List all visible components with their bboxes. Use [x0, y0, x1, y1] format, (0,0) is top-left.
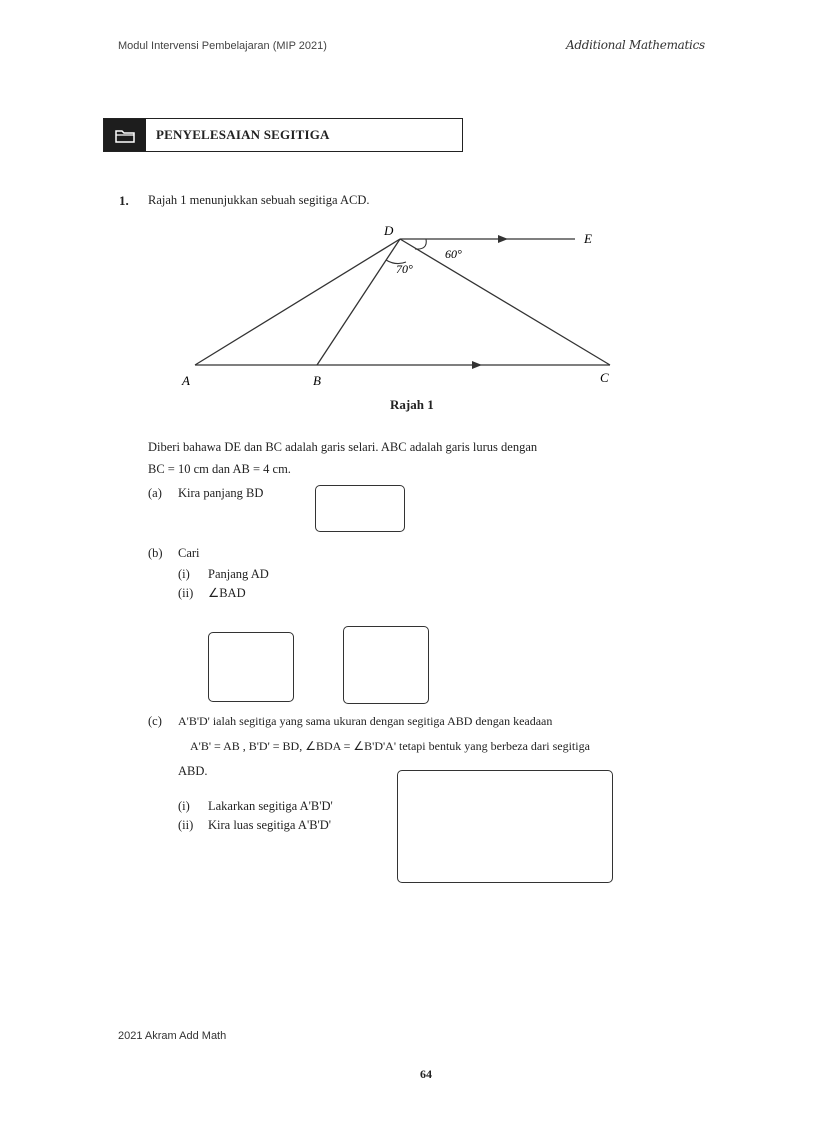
given-line-2: BC = 10 cm dan AB = 4 cm.	[148, 462, 291, 476]
line-ad	[195, 239, 400, 365]
part-c-ii-text: Kira luas segitiga A'B'D'	[208, 818, 332, 832]
section-header	[103, 118, 463, 152]
triangle-diagram	[160, 218, 650, 398]
part-b-ii-text: ∠BAD	[208, 586, 246, 600]
answer-box-b-i[interactable]	[208, 632, 294, 702]
label-e: E	[584, 231, 592, 246]
section-title: PENYELESAIAN SEGITIGA	[156, 127, 330, 142]
part-b-text: Cari	[178, 546, 200, 560]
part-c-i-label: (i)	[178, 799, 190, 813]
label-b: B	[313, 373, 321, 388]
label-angle-60: 60°	[445, 247, 462, 261]
figure-caption: Rajah 1	[390, 397, 434, 412]
arrow-de	[498, 235, 508, 243]
line-bd	[317, 239, 400, 365]
part-c-line-2: A'B' = AB , B'D' = BD, ∠BDA = ∠B'D'A' tetapi bentuk yang berbeza dari segitiga	[190, 739, 590, 753]
part-b-label: (b)	[148, 546, 163, 560]
arrow-bc	[472, 361, 482, 369]
part-c-line-1: A'B'D' ialah segitiga yang sama ukuran dengan segitiga ABD dengan keadaan	[178, 714, 553, 728]
label-angle-70: 70°	[396, 262, 413, 276]
part-a-text: Kira panjang BD	[178, 486, 264, 500]
part-c-line-3: ABD.	[178, 764, 208, 778]
arc-60	[415, 239, 426, 249]
part-a-label: (a)	[148, 486, 162, 500]
part-b-i-text: Panjang AD	[208, 567, 269, 581]
part-b-i-label: (i)	[178, 567, 190, 581]
part-b-ii-label: (ii)	[178, 586, 194, 600]
part-c-ii-label: (ii)	[178, 818, 194, 832]
answer-box-b-ii[interactable]	[343, 626, 429, 704]
header-subject: Additional Mathematics	[566, 38, 705, 52]
answer-box-a[interactable]	[315, 485, 405, 532]
page-number: 64	[420, 1067, 432, 1081]
label-a: A	[182, 373, 190, 388]
header-module-title: Modul Intervensi Pembelajaran (MIP 2021)	[118, 40, 327, 52]
footer-credit: 2021 Akram Add Math	[118, 1030, 227, 1042]
folder-icon	[104, 119, 146, 151]
part-c-label: (c)	[148, 714, 162, 728]
question-intro: Rajah 1 menunjukkan sebuah segitiga ACD.	[148, 193, 370, 207]
label-c: C	[600, 370, 609, 385]
answer-box-c[interactable]	[397, 770, 613, 883]
part-c-i-text: Lakarkan segitiga A'B'D'	[208, 799, 333, 813]
given-line-1: Diberi bahawa DE dan BC adalah garis selari. ABC adalah garis lurus dengan	[148, 440, 538, 454]
line-cd	[400, 239, 610, 365]
question-number: 1.	[119, 193, 129, 208]
label-d: D	[384, 223, 394, 238]
